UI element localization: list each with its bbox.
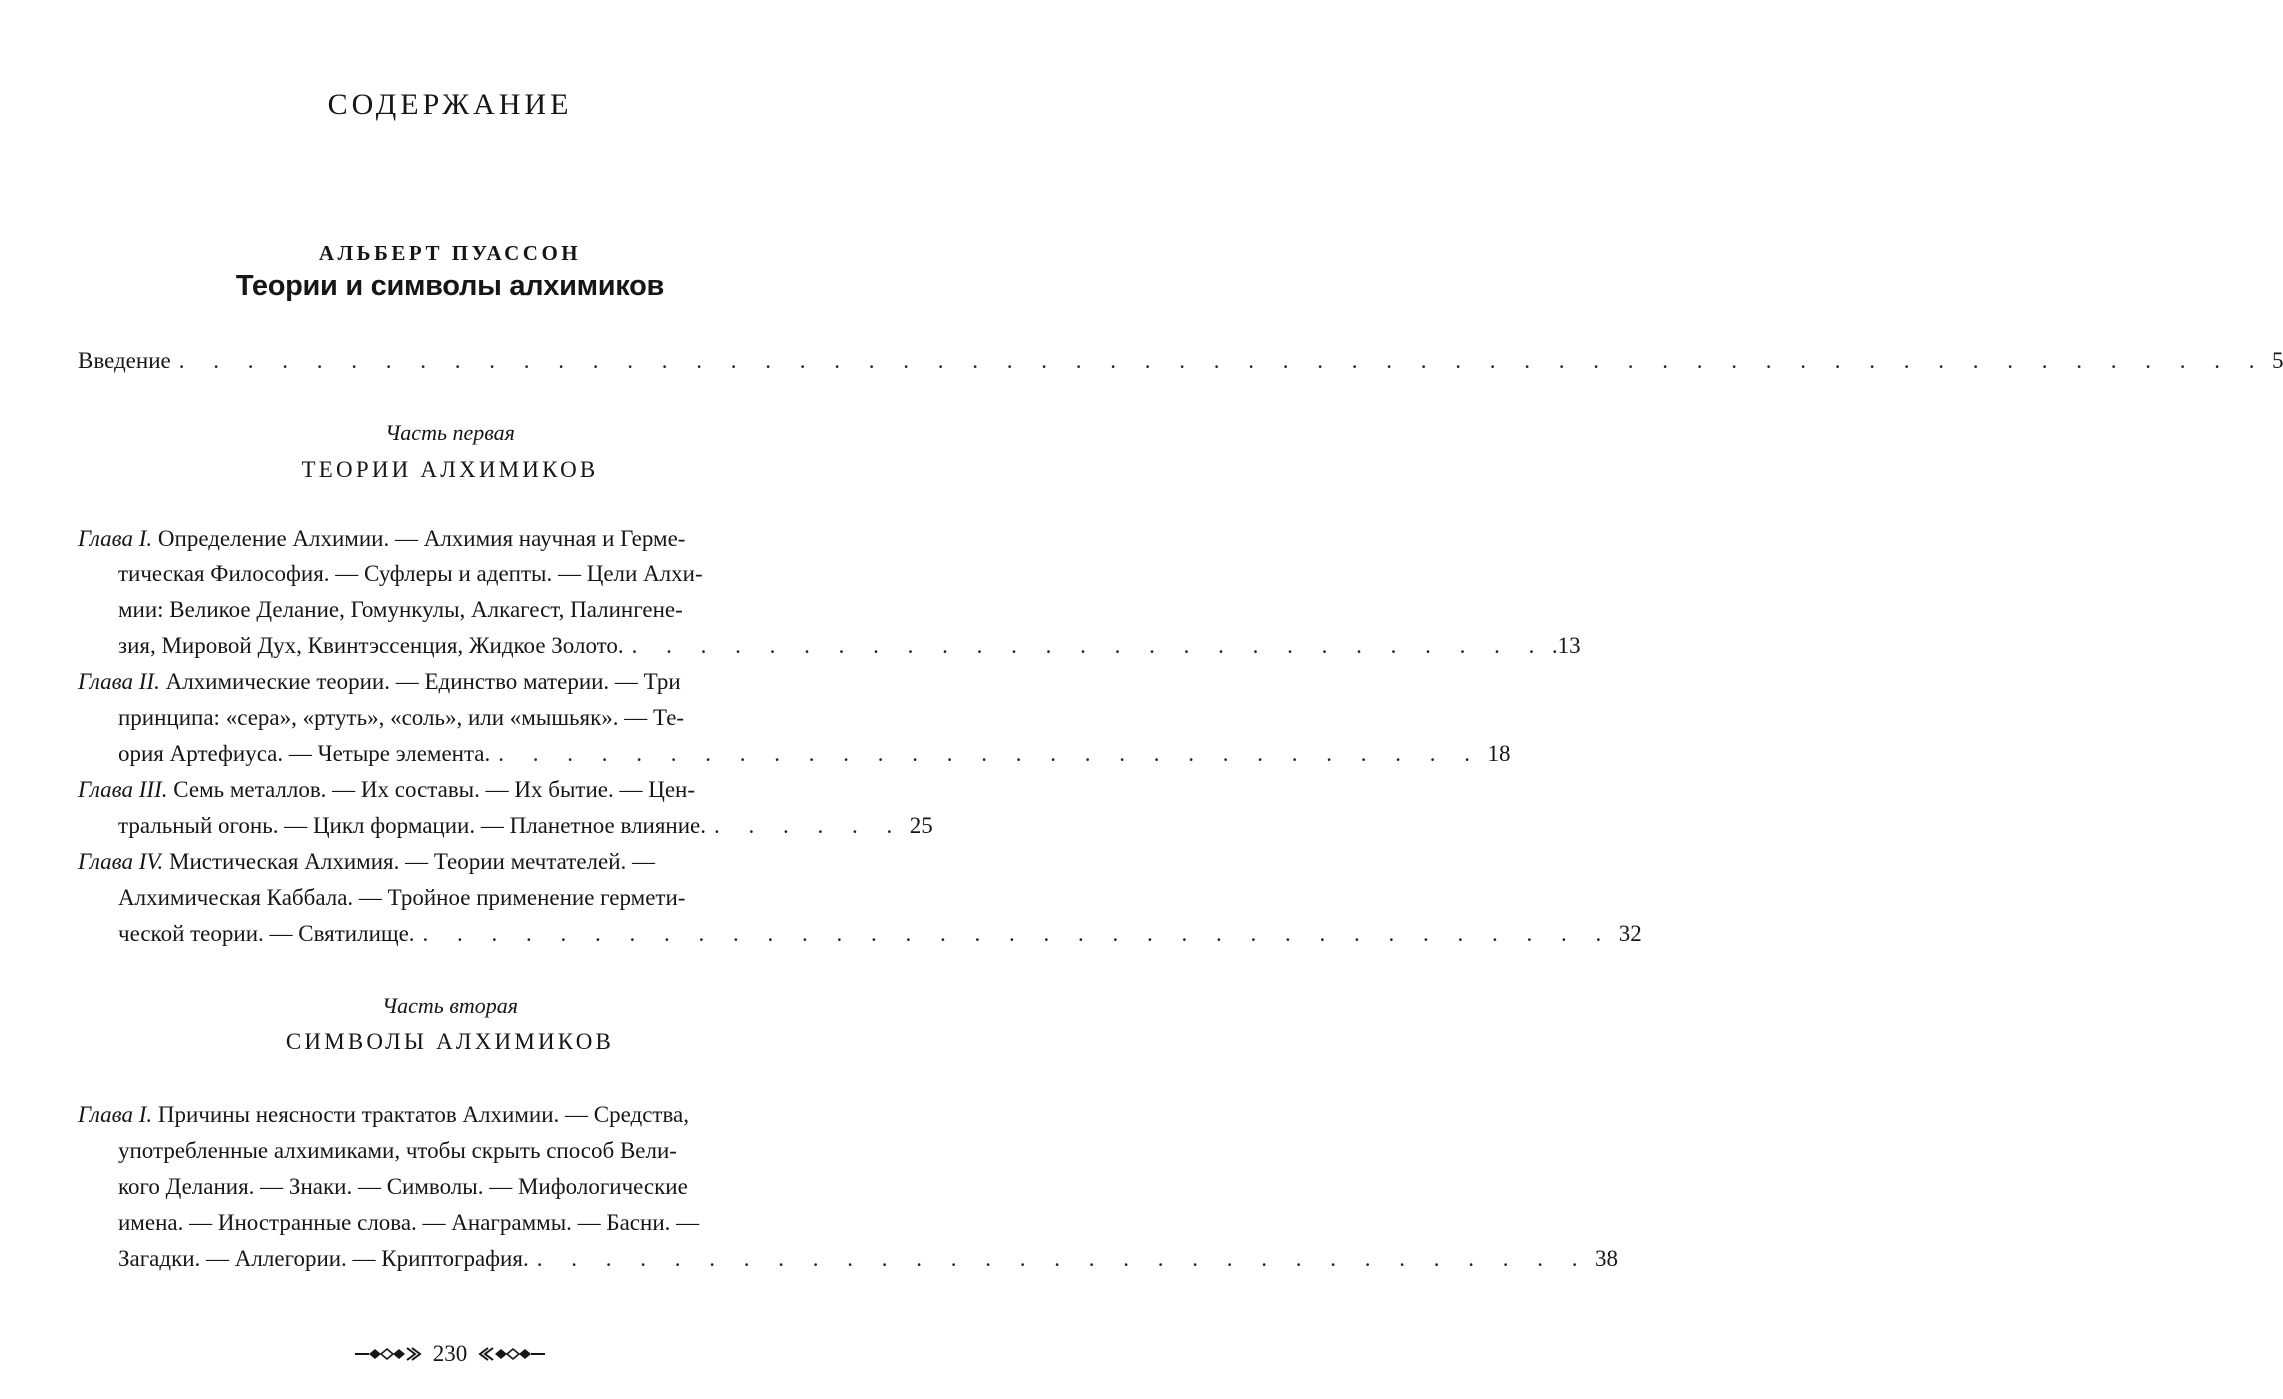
chapter-line: мии: Великое Делание, Гомункулы, Алкагест, Палингене- xyxy=(118,597,683,622)
chapter-line: Мистическая Алхимия. — Теории мечтателей. — xyxy=(169,849,656,874)
chapter-line: тральный огонь. — Цикл формации. — Планетное влияние. xyxy=(118,813,707,838)
toc-heading: СОДЕРЖАНИЕ xyxy=(327,88,573,121)
folio-number: 230 xyxy=(432,1341,468,1366)
part-two-title: СИМВОЛЫ АЛХИМИКОВ xyxy=(285,1029,615,1054)
chapter-line: ческой теории. — Святилище. xyxy=(118,921,415,946)
part-one-chapters xyxy=(78,524,1642,954)
toc-entry-intro xyxy=(78,346,2283,378)
chapter-number: Глава IV. xyxy=(78,849,164,874)
page-number: 18 xyxy=(1487,741,1511,766)
dot-leader: . . . . . . xyxy=(714,813,904,838)
author-name: АЛЬБЕРТ ПУАССОН xyxy=(318,241,582,265)
page-folio xyxy=(0,1341,900,1367)
ornament-left-icon xyxy=(355,1345,421,1363)
part-two-label: Часть вторая xyxy=(382,993,518,1018)
chapter-line: принципа: «сера», «ртуть», «соль», или «мышьяк». — Те- xyxy=(118,705,685,730)
dot-leader: . . . . . . . . . . . . . . . . . . . . . . . . . . . . . xyxy=(498,741,1482,766)
chapter-line: Причины неясности трактатов Алхимии. — Средства, xyxy=(157,1102,689,1127)
toc-entry-label: Введение xyxy=(78,348,171,373)
part-one-title: ТЕОРИИ АЛХИМИКОВ xyxy=(301,457,599,482)
chapter-number: Глава I. xyxy=(78,1102,153,1127)
chapter-number: Глава III. xyxy=(78,777,168,802)
chapter-number: Глава I. xyxy=(78,526,153,551)
dot-leader: . . . . . . . . . . . . . . . . . . . . . . . . . . . . . . . . . . . xyxy=(422,921,1613,946)
page-number: 25 xyxy=(909,813,933,838)
part-one-label: Часть первая xyxy=(385,420,515,445)
dot-leader: . . . . . . . . . . . . . . . . . . . . . . . . . . . . . . . xyxy=(536,1246,1589,1271)
chapter-line: тическая Философия. — Суфлеры и адепты. — Цели Алхи- xyxy=(118,561,703,586)
chapter-line: Определение Алхимии. — Алхимия научная и Герме- xyxy=(157,526,686,551)
chapter-line: Алхимические теории. — Единство материи. — Три xyxy=(165,669,681,694)
chapter-line: Семь металлов. — Их составы. — Их бытие. — Цен- xyxy=(173,777,696,802)
chapter-line: зия, Мировой Дух, Квинтэссенция, Жидкое Золото. xyxy=(118,633,624,658)
chapter-line: ория Артефиуса. — Четыре элемента. xyxy=(118,741,491,766)
book-title: Теории и символы алхимиков xyxy=(235,270,665,302)
chapter-line: употребленные алхимиками, чтобы скрыть способ Вели- xyxy=(118,1138,677,1163)
chapter-line: кого Делания. — Знаки. — Символы. — Мифологические xyxy=(118,1174,688,1199)
part-two-chapters xyxy=(78,1100,1618,1280)
ornament-right-icon xyxy=(479,1345,545,1363)
page-number: 5 xyxy=(2271,348,2283,373)
dot-leader: . . . . . . . . . . . . . . . . . . . . . . . . . . . xyxy=(631,633,1546,658)
chapter-line: Алхимическая Каббала. — Тройное применение гермети- xyxy=(118,885,686,910)
chapter-number: Глава II. xyxy=(78,669,160,694)
page-number: .13 xyxy=(1551,633,1581,658)
dot-leader: . . . . . . . . . . . . . . . . . . . . . . . . . . . . . . . . . . . . . . . . . . . . . . . . . . . . . . . . . . . . . xyxy=(178,348,2266,373)
chapter-line: имена. — Иностранные слова. — Анаграммы. — Басни. — xyxy=(118,1210,700,1235)
page-number: 32 xyxy=(1618,921,1642,946)
page-number: 38 xyxy=(1594,1246,1618,1271)
chapter-line: Загадки. — Аллегории. — Криптография. xyxy=(118,1246,529,1271)
